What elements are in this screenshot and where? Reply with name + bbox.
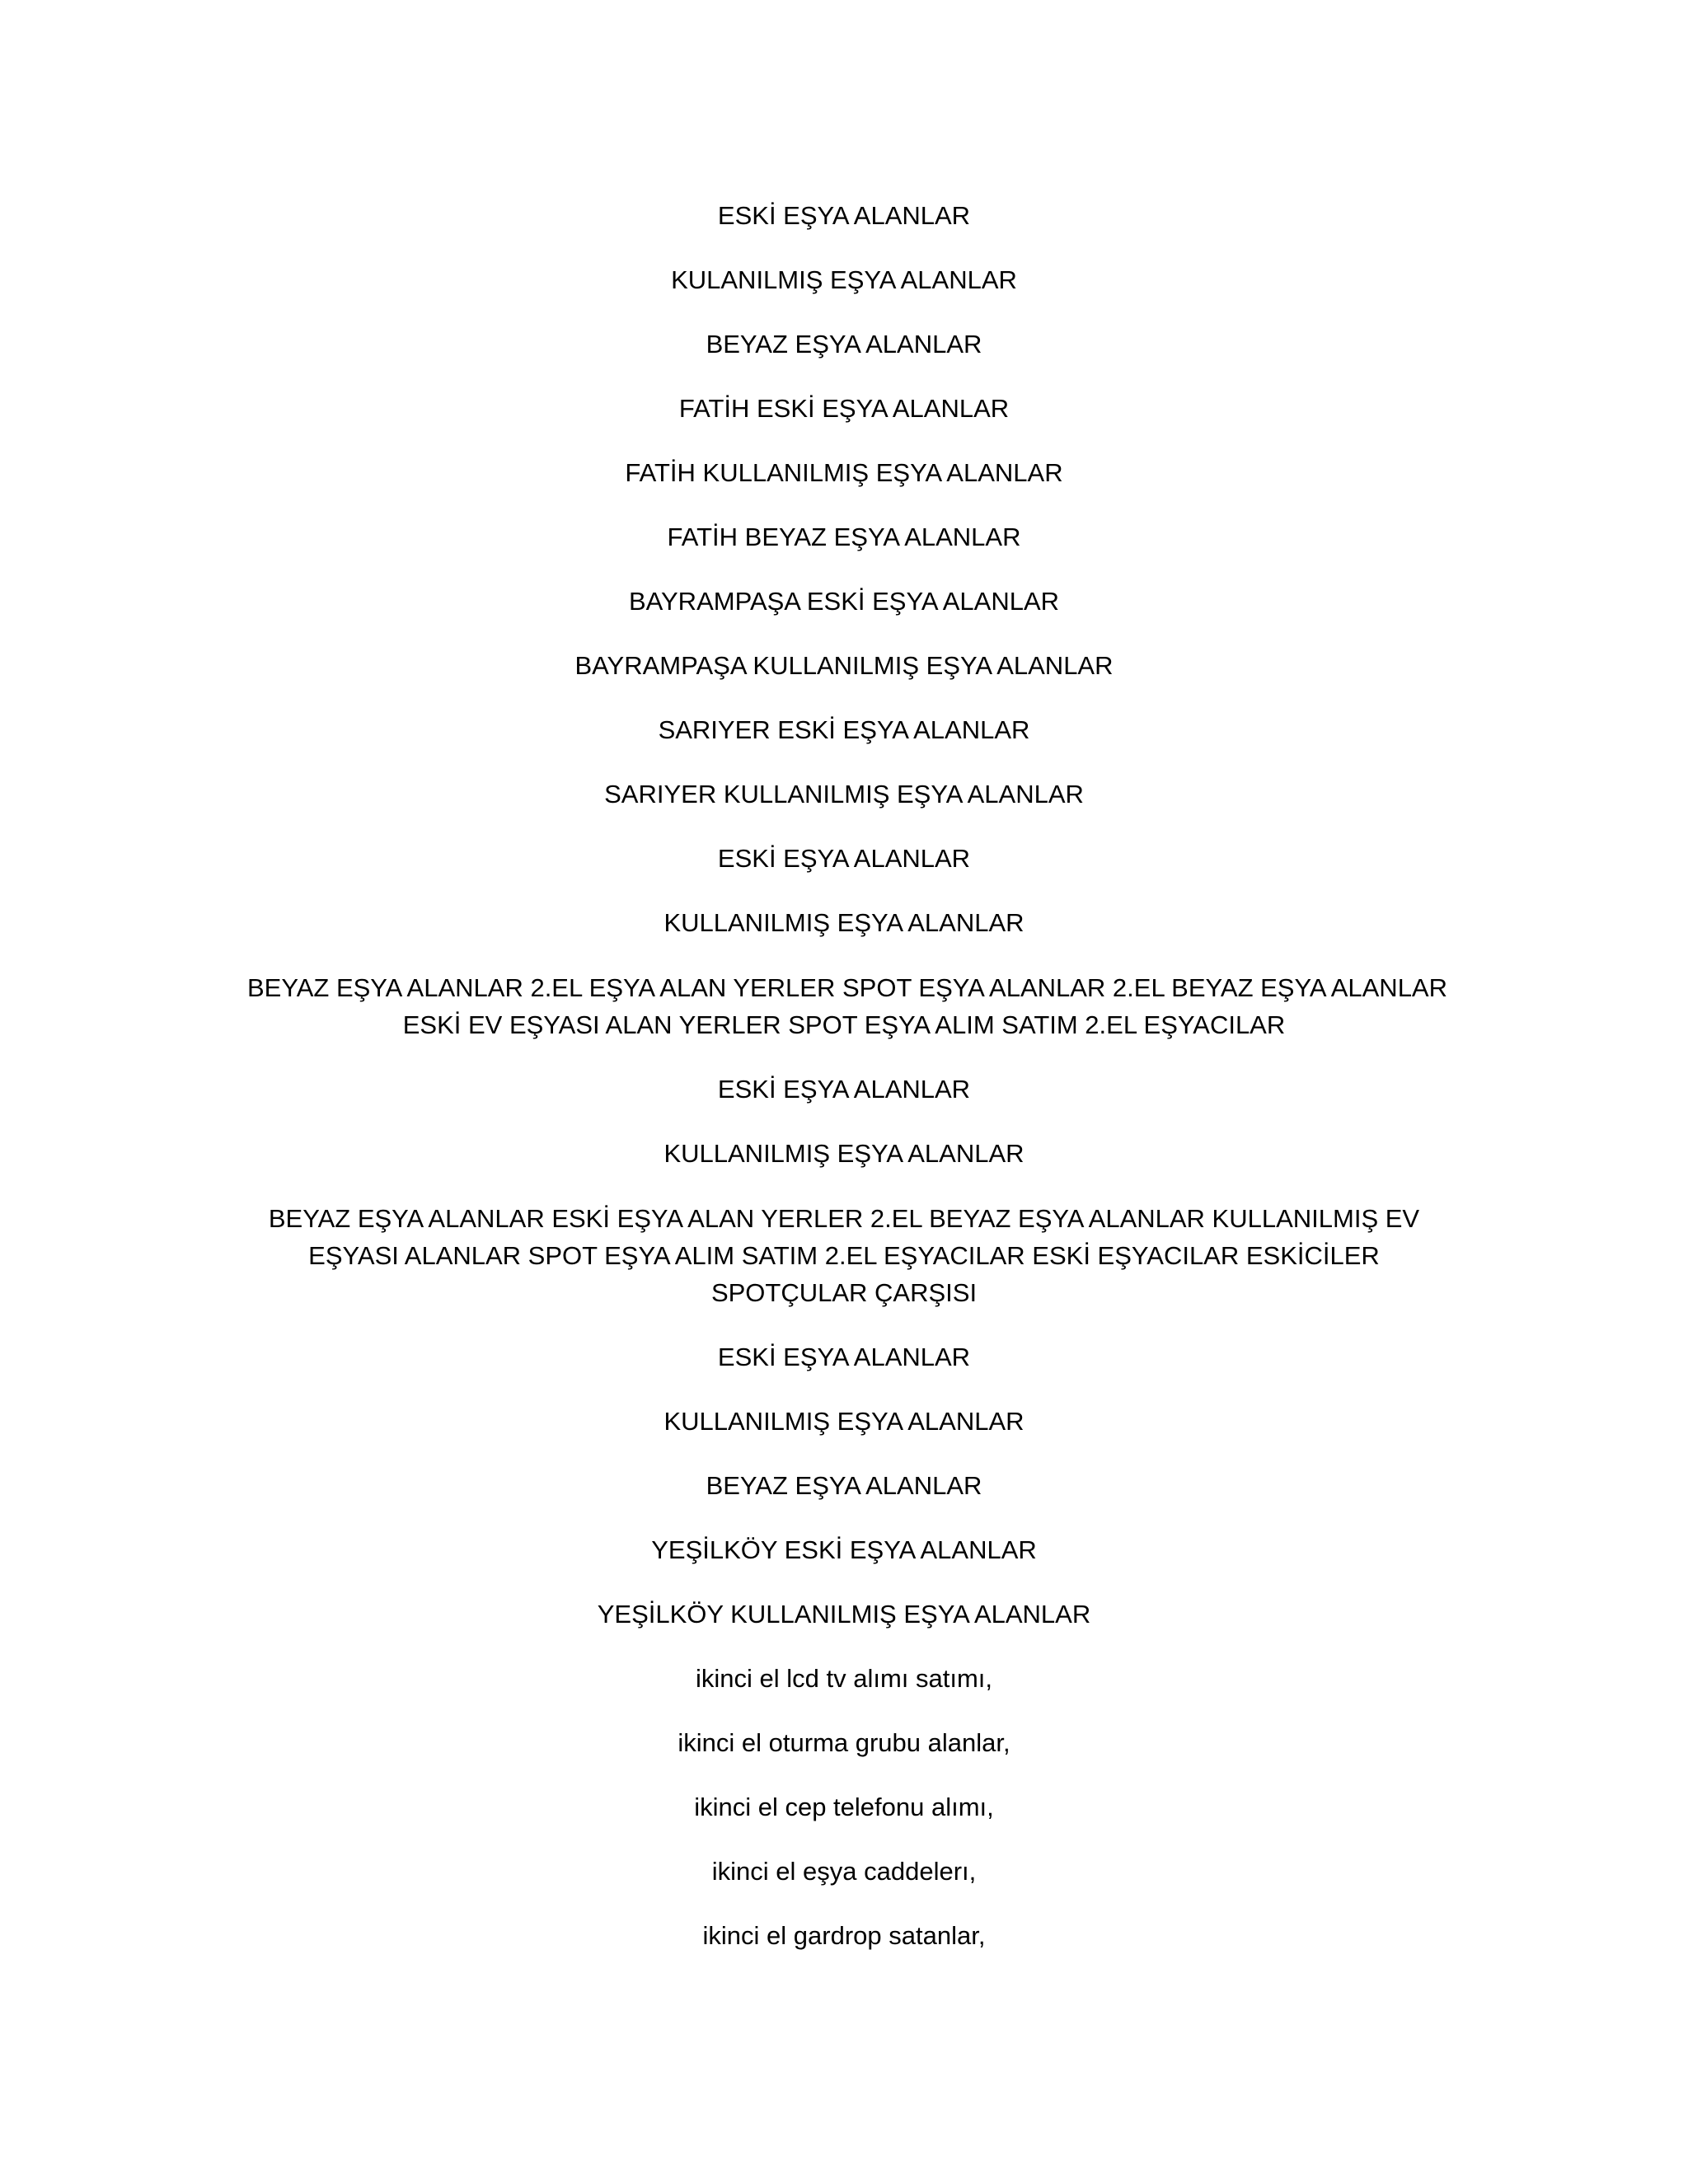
text-line: SARIYER KULLANILMIŞ EŞYA ALANLAR: [604, 780, 1084, 808]
text-line: SARIYER ESKİ EŞYA ALANLAR: [658, 715, 1030, 744]
text-line: KULANILMIŞ EŞYA ALANLAR: [671, 265, 1017, 294]
text-line: KULLANILMIŞ EŞYA ALANLAR: [663, 908, 1025, 937]
text-line: YEŞİLKÖY KULLANILMIŞ EŞYA ALANLAR: [597, 1600, 1091, 1629]
text-line: FATİH BEYAZ EŞYA ALANLAR: [667, 523, 1021, 551]
text-line: BEYAZ EŞYA ALANLAR ESKİ EŞYA ALAN YERLER 2.EL BEYAZ EŞYA ALANLAR KULLANILMIŞ EV: [268, 1204, 1420, 1233]
text-line: ikinci el cep telefonu alımı,: [694, 1793, 994, 1821]
text-line: ESKİ EŞYA ALANLAR: [717, 201, 971, 230]
text-line: KULLANILMIŞ EŞYA ALANLAR: [663, 1139, 1025, 1168]
text-line: BAYRAMPAŞA KULLANILMIŞ EŞYA ALANLAR: [574, 651, 1114, 680]
text-line: BAYRAMPAŞA ESKİ EŞYA ALANLAR: [628, 587, 1060, 616]
text-line: ikinci el eşya caddelerı,: [711, 1857, 977, 1886]
text-line: FATİH KULLANILMIŞ EŞYA ALANLAR: [625, 458, 1063, 487]
text-line: KULLANILMIŞ EŞYA ALANLAR: [663, 1407, 1025, 1436]
text-line: ikinci el gardrop satanlar,: [702, 1921, 986, 1950]
text-line: ESKİ EŞYA ALANLAR: [717, 844, 971, 873]
text-line: ikinci el oturma grubu alanlar,: [678, 1728, 1010, 1757]
text-line: FATİH ESKİ EŞYA ALANLAR: [678, 394, 1010, 423]
text-line: BEYAZ EŞYA ALANLAR: [706, 330, 982, 359]
text-line: SPOTÇULAR ÇARŞISI: [710, 1278, 978, 1307]
text-line: EŞYASI ALANLAR SPOT EŞYA ALIM SATIM 2.EL EŞYACILAR ESKİ EŞYACILAR ESKİCİLER: [308, 1241, 1380, 1270]
text-line: ESKİ EŞYA ALANLAR: [717, 1343, 971, 1371]
text-line: YEŞİLKÖY ESKİ EŞYA ALANLAR: [651, 1535, 1037, 1564]
text-line: ikinci el lcd tv alımı satımı,: [695, 1664, 993, 1693]
text-line: ESKİ EV EŞYASI ALAN YERLER SPOT EŞYA ALIM SATIM 2.EL EŞYACILAR: [402, 1010, 1286, 1039]
text-line: BEYAZ EŞYA ALANLAR: [706, 1471, 982, 1500]
text-line: BEYAZ EŞYA ALANLAR 2.EL EŞYA ALAN YERLER SPOT EŞYA ALANLAR 2.EL BEYAZ EŞYA ALANLAR: [247, 973, 1448, 1002]
text-line: ESKİ EŞYA ALANLAR: [717, 1075, 971, 1104]
